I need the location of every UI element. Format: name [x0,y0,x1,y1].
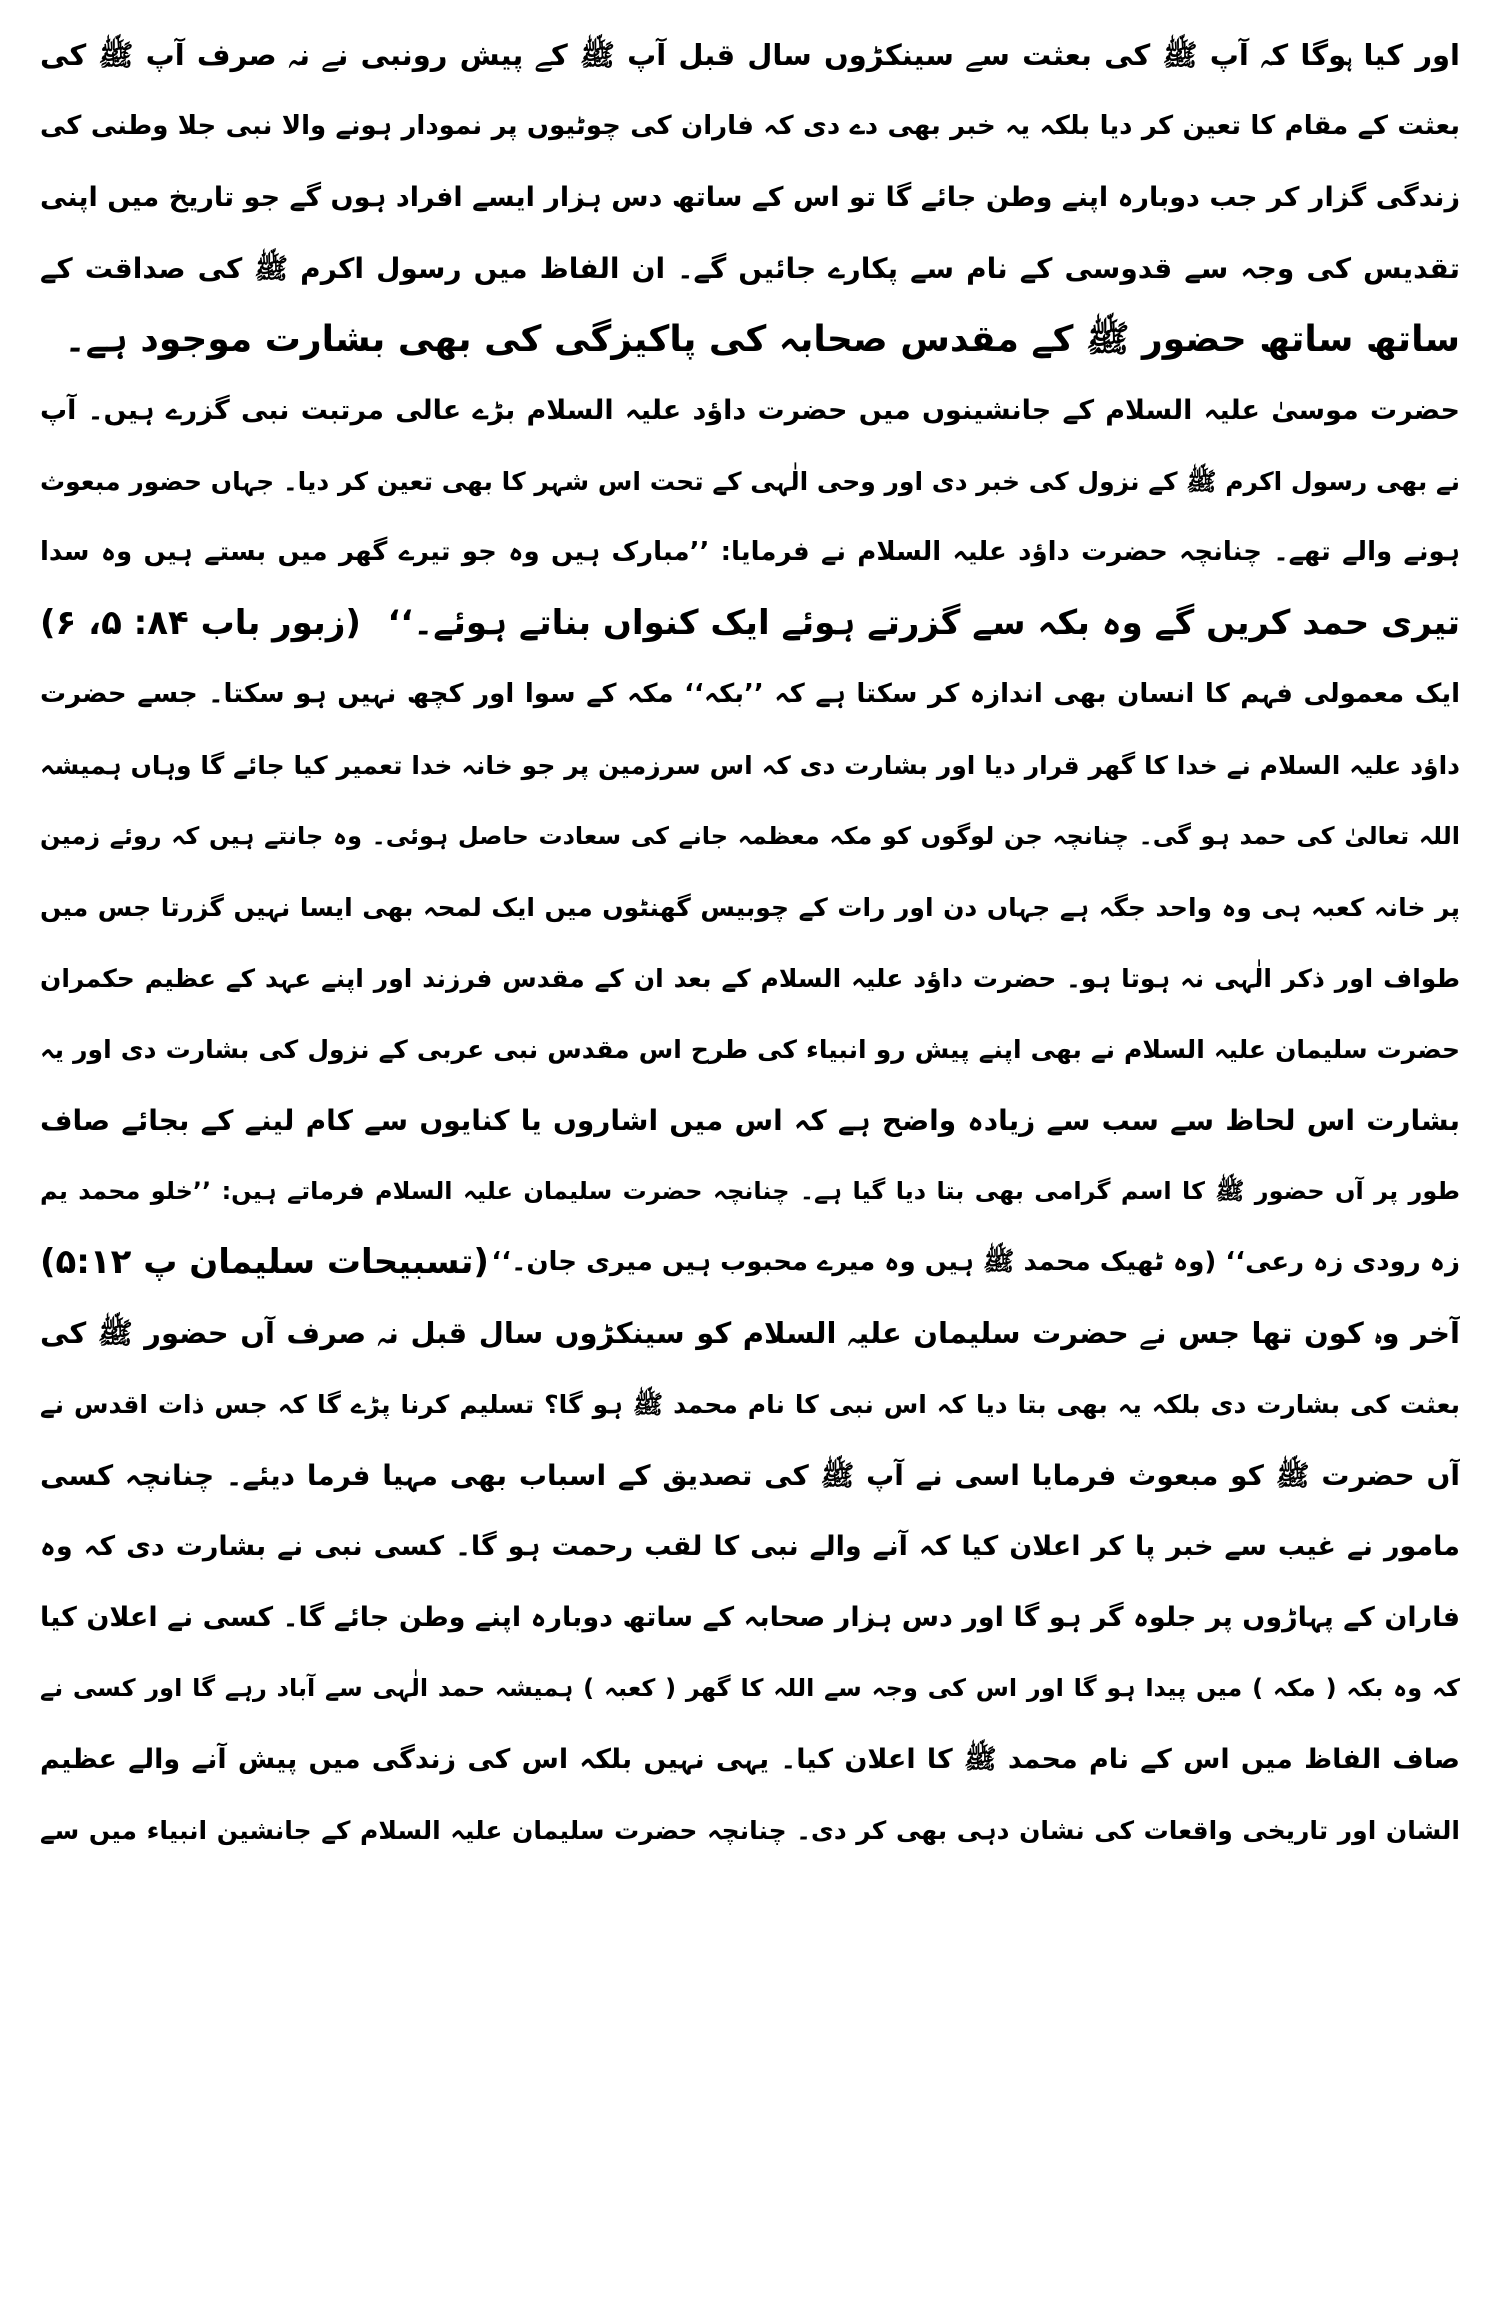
text-line: اور کیا ہوگا کہ آپ ﷺ کی بعثت سے سینکڑوں سال قبل آپ ﷺ کے پیش رونبی نے نہ صرف آپ ﷺ کی [40,38,1460,72]
text-line: بعثت کے مقام کا تعین کر دیا بلکہ یہ خبر بھی دے دی کہ فاران کی چوٹیوں پر نمودار ہونے والا نبی جلا وطنی کی [40,111,1460,141]
text-line: طواف اور ذکر الٰہی نہ ہوتا ہو۔ حضرت داؤد علیہ السلام کے بعد ان کے مقدس فرزند اور اپنے عہد کے عظیم حکمران [40,964,1460,993]
text-line: بعثت کی بشارت دی بلکہ یہ بھی بتا دیا کہ اس نبی کا نام محمد ﷺ ہو گا؟ تسلیم کرنا پڑے گا کہ جس ذات اقدس نے [40,1390,1460,1419]
text-line: فاران کے پہاڑوں پر جلوہ گر ہو گا اور دس ہزار صحابہ کے ساتھ دوبارہ اپنے وطن جائے گا۔ کسی نے اعلان کیا [40,1602,1460,1633]
text-line: حضرت سلیمان علیہ السلام نے بھی اپنے پیش رو انبیاء کی طرح اس مقدس نبی عربی کے نزول کی بشارت دی اور یہ [40,1035,1460,1064]
text-line: اللہ تعالیٰ کی حمد ہو گی۔ چنانچہ جن لوگوں کو مکہ معظمہ جانے کی سعادت حاصل ہوئی۔ وہ جانتے ہیں کہ روئے زمین [40,822,1460,850]
text-line: آخر وہ کون تھا جس نے حضرت سلیمان علیہ السلام کو سینکڑوں سال قبل نہ صرف آں حضور ﷺ کی [40,1316,1460,1350]
text-line: تقدیس کی وجہ سے قدوسی کے نام سے پکارے جائیں گے۔ ان الفاظ میں رسول اکرم ﷺ کی صداقت کے [40,252,1460,285]
text-line: ساتھ ساتھ حضور ﷺ کے مقدس صحابہ کی پاکیزگی کی بھی بشارت موجود ہے۔ [64,319,1460,360]
quote-text: تیری حمد کریں گے وہ بکہ سے گزرتے ہوئے ایک کنواں بناتے ہوئے۔‘‘ [387,603,1460,643]
text-line: الشان اور تاریخی واقعات کی نشان دہی بھی کر دی۔ چنانچہ حضرت سلیمان علیہ السلام کے جانشین انبیاء میں سے [40,1816,1460,1845]
text-line: صاف الفاظ میں اس کے نام محمد ﷺ کا اعلان کیا۔ یہی نہیں بلکہ اس کی زندگی میں پیش آنے والے عظیم [40,1744,1460,1775]
text-line: پر خانہ کعبہ ہی وہ واحد جگہ ہے جہاں دن اور رات کے چوبیس گھنٹوں میں ایک لمحہ بھی ایسا نہیں گزرتا جس میں [40,893,1460,922]
text-line: کہ وہ بکہ ( مکہ ) میں پیدا ہو گا اور اس کی وجہ سے اللہ کا گھر ( کعبہ ) ہمیشہ حمد الٰہی سے آباد رہے گا اور کسی نے [40,1674,1460,1702]
quote-text: زہ رودی زہ رعی‘‘ (وہ ٹھیک محمد ﷺ ہیں وہ میرے محبوب ہیں میری جان۔‘‘ [491,1247,1460,1277]
text-line: طور پر آں حضور ﷺ کا اسم گرامی بھی بتا دیا گیا ہے۔ چنانچہ حضرت سلیمان علیہ السلام فرماتے ہیں: ’’خلو محمد یم [40,1177,1460,1205]
text-line: بشارت اس لحاظ سے سب سے زیادہ واضح ہے کہ اس میں اشاروں یا کنایوں سے کام لینے کے بجائے صاف [40,1104,1460,1137]
quote-citation: (زبور باب ۸۴: ۵، ۶) [40,603,361,643]
text-line: زندگی گزار کر جب دوبارہ اپنے وطن جائے گا تو اس کے ساتھ دس ہزار ایسے افراد ہوں گے جو تاریخ میں اپنی [40,182,1460,213]
text-line: حضرت موسیٰ علیہ السلام کے جانشینوں میں حضرت داؤد علیہ السلام بڑے عالی مرتبت نبی گزرے ہیں۔ آپ [40,395,1460,426]
text-line: آں حضرت ﷺ کو مبعوث فرمایا اسی نے آپ ﷺ کی تصدیق کے اسباب بھی مہیا فرما دیئے۔ چنانچہ کسی [40,1459,1460,1492]
text-line: داؤد علیہ السلام نے خدا کا گھر قرار دیا اور بشارت دی کہ اس سرزمین پر جو خانہ خدا تعمیر کیا جائے گا وہاں ہمیشہ [40,751,1460,780]
quote-citation: (تسبیحات سلیمان پ ۵:۱۲) [40,1242,489,1282]
quote-line-sulaiman [40,1227,1460,1298]
text-line: ہونے والے تھے۔ چنانچہ حضرت داؤد علیہ السلام نے فرمایا: ’’مبارک ہیں وہ جو تیرے گھر میں بستے ہیں وہ سدا [40,537,1460,567]
text-line: مامور نے غیب سے خبر پا کر اعلان کیا کہ آنے والے نبی کا لقب رحمت ہو گا۔ کسی نبی نے بشارت دی کہ وہ [40,1531,1460,1562]
text-line: نے بھی رسول اکرم ﷺ کے نزول کی خبر دی اور وحی الٰہی کے تحت اس شہر کا بھی تعین کر دیا۔ جہاں حضور مبعوث [40,467,1460,496]
quote-line-zabur [40,588,1460,659]
text-line: ایک معمولی فہم کا انسان بھی اندازہ کر سکتا ہے کہ ’’بکہ‘‘ مکہ کے سوا اور کچھ نہیں ہو سکتا۔ جسے حضرت [40,679,1460,709]
